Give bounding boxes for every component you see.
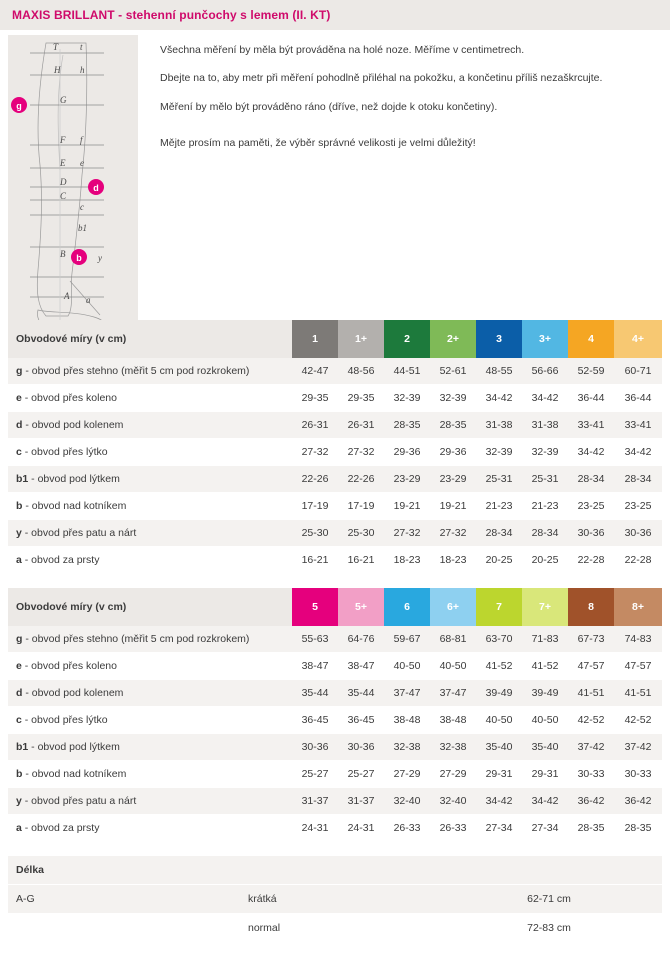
measurement-value: 30-36 (614, 520, 662, 547)
figure-label-T: T (53, 42, 59, 52)
measurement-value: 25-30 (292, 520, 338, 547)
table2-header-row (8, 588, 662, 626)
measurements-table-sizes-5-8 (8, 588, 662, 842)
measurement-value: 23-25 (568, 493, 614, 520)
measurement-value: 17-19 (338, 493, 384, 520)
measurement-value: 32-39 (384, 385, 430, 412)
table1-size-header-2: 2 (384, 320, 430, 358)
length-table-body (8, 856, 662, 943)
measurement-value: 33-41 (614, 412, 662, 439)
measurement-code: g (16, 633, 23, 645)
measurement-value: 47-57 (568, 653, 614, 680)
measurement-value: 37-42 (614, 734, 662, 761)
measurement-value: 30-36 (292, 734, 338, 761)
length-variant: normal (248, 914, 428, 943)
measurement-value: 28-35 (614, 815, 662, 842)
measurement-value: 52-61 (430, 358, 476, 385)
table2-body (8, 626, 662, 842)
measurement-value: 27-32 (292, 439, 338, 466)
table2-size-header-6plus: 6+ (430, 588, 476, 626)
measurement-code: d (16, 687, 23, 699)
measurement-value: 34-42 (522, 385, 568, 412)
measurement-code: a (16, 554, 22, 566)
measurement-value: 32-38 (384, 734, 430, 761)
table1-size-header-4: 4 (568, 320, 614, 358)
measurement-value: 48-56 (338, 358, 384, 385)
figure-label-e: e (80, 158, 84, 168)
measurement-value: 38-48 (430, 707, 476, 734)
table-row (8, 493, 662, 520)
measurement-value: 40-50 (430, 653, 476, 680)
measurement-value: 28-34 (476, 520, 522, 547)
measurement-value: 42-47 (292, 358, 338, 385)
table-gap-1 (0, 574, 670, 588)
measurement-value: 31-37 (338, 788, 384, 815)
table2-size-header-5: 5 (292, 588, 338, 626)
table-row (8, 520, 662, 547)
measurement-value: 20-25 (522, 547, 568, 574)
measurement-value: 37-47 (384, 680, 430, 707)
figure-marker-g (11, 97, 27, 113)
measurement-value: 55-63 (292, 626, 338, 653)
measurement-label: a - obvod za prsty (8, 815, 292, 842)
measurement-value: 18-23 (430, 547, 476, 574)
table-row (8, 788, 662, 815)
measurement-code: g (16, 365, 23, 377)
measurement-value: 24-31 (338, 815, 384, 842)
measurement-value: 27-29 (384, 761, 430, 788)
svg-text:b: b (76, 253, 82, 263)
svg-text:d: d (93, 183, 99, 193)
measurement-value: 40-50 (522, 707, 568, 734)
table1-size-header-3: 3 (476, 320, 522, 358)
measurement-value: 29-35 (292, 385, 338, 412)
measurement-value: 44-51 (384, 358, 430, 385)
figure-marker-b (71, 249, 87, 265)
measurement-value: 33-41 (568, 412, 614, 439)
measurement-value: 36-44 (614, 385, 662, 412)
table-row (8, 680, 662, 707)
measurement-value: 19-21 (384, 493, 430, 520)
measurement-value: 41-52 (476, 653, 522, 680)
table-row (8, 653, 662, 680)
measurement-value: 67-73 (568, 626, 614, 653)
measurement-value: 35-40 (522, 734, 568, 761)
figure-label-h: h (80, 65, 85, 75)
measurement-value: 39-49 (476, 680, 522, 707)
measurement-label: c - obvod přes lýtko (8, 707, 292, 734)
measurement-value: 23-25 (614, 493, 662, 520)
measurement-label: y - obvod přes patu a nárt (8, 520, 292, 547)
measurement-value: 29-36 (430, 439, 476, 466)
measurement-value: 22-26 (292, 466, 338, 493)
table1-header-row (8, 320, 662, 358)
measurement-value: 25-30 (338, 520, 384, 547)
measurement-code: y (16, 795, 22, 807)
measurement-value: 22-28 (614, 547, 662, 574)
measurement-value: 27-34 (522, 815, 568, 842)
measurement-label: b - obvod nad kotníkem (8, 493, 292, 520)
measurement-code: e (16, 660, 22, 672)
measurement-value: 41-52 (522, 653, 568, 680)
measurement-value: 29-35 (338, 385, 384, 412)
measurement-value: 52-59 (568, 358, 614, 385)
measurement-label: d - obvod pod kolenem (8, 412, 292, 439)
measurement-value: 30-36 (338, 734, 384, 761)
length-title: Délka (8, 856, 662, 885)
length-code (8, 914, 248, 943)
table-row (8, 707, 662, 734)
measurement-value: 26-33 (384, 815, 430, 842)
measurement-value: 34-42 (614, 439, 662, 466)
measurement-value: 21-23 (522, 493, 568, 520)
leg-diagram-svg (8, 35, 138, 320)
length-title-row (8, 856, 662, 885)
measurement-value: 31-38 (476, 412, 522, 439)
measurements-table-sizes-1-4 (8, 320, 662, 574)
measurement-value: 35-40 (476, 734, 522, 761)
measurement-value: 48-55 (476, 358, 522, 385)
measurement-value: 41-51 (614, 680, 662, 707)
figure-label-t: t (80, 42, 83, 52)
measurement-value: 26-33 (430, 815, 476, 842)
measurement-value: 31-37 (292, 788, 338, 815)
measurement-value: 27-32 (430, 520, 476, 547)
measurement-code: c (16, 446, 22, 458)
measurement-value: 59-67 (384, 626, 430, 653)
measurement-value: 32-39 (430, 385, 476, 412)
measurement-value: 28-35 (568, 815, 614, 842)
measurement-value: 28-35 (430, 412, 476, 439)
figure-label-E: E (60, 158, 66, 168)
instruction-line-3: Měření by mělo být prováděno ráno (dříve, než dojde k otoku končetiny). (160, 100, 498, 113)
figure-label-H: H (54, 65, 61, 75)
measurement-code: a (16, 822, 22, 834)
measurement-value: 19-21 (430, 493, 476, 520)
measurement-value: 23-29 (384, 466, 430, 493)
leg-measurement-diagram (8, 35, 138, 320)
measurement-value: 40-50 (476, 707, 522, 734)
measurement-value: 64-76 (338, 626, 384, 653)
measurement-value: 25-27 (292, 761, 338, 788)
measurement-value: 34-42 (568, 439, 614, 466)
measurement-value: 38-48 (384, 707, 430, 734)
table2-size-header-8plus: 8+ (614, 588, 662, 626)
measurement-label: b1 - obvod pod lýtkem (8, 734, 292, 761)
measurement-label: b - obvod nad kotníkem (8, 761, 292, 788)
table-row (8, 439, 662, 466)
table2-size-header-7: 7 (476, 588, 522, 626)
table-row (8, 412, 662, 439)
measurement-value: 42-52 (614, 707, 662, 734)
instruction-line-4: Mějte prosím na paměti, že výběr správné velikosti je velmi důležitý! (160, 136, 476, 149)
measurement-value: 37-42 (568, 734, 614, 761)
measurement-label: c - obvod přes lýtko (8, 439, 292, 466)
table1-size-header-2plus: 2+ (430, 320, 476, 358)
measurement-value: 32-40 (430, 788, 476, 815)
measurement-value: 30-33 (568, 761, 614, 788)
instruction-line-1: Všechna měření by měla být prováděna na holé noze. Měříme v centimetrech. (160, 44, 525, 56)
measurement-code: b1 (16, 473, 29, 485)
figure-label-A: A (64, 291, 70, 301)
measurement-value: 36-45 (338, 707, 384, 734)
measurement-value: 37-47 (430, 680, 476, 707)
table2-size-header-8: 8 (568, 588, 614, 626)
measurement-value: 27-34 (476, 815, 522, 842)
measurement-value: 17-19 (292, 493, 338, 520)
length-table (8, 856, 662, 943)
measurement-value: 35-44 (292, 680, 338, 707)
table-gap-2 (0, 842, 670, 856)
table1-size-header-3plus: 3+ (522, 320, 568, 358)
measurement-value: 42-52 (568, 707, 614, 734)
measurement-value: 16-21 (292, 547, 338, 574)
measurement-value: 39-49 (522, 680, 568, 707)
measurement-code: e (16, 392, 22, 404)
measurement-label: e - obvod přes koleno (8, 653, 292, 680)
measurement-value: 28-34 (522, 520, 568, 547)
measurement-value: 25-27 (338, 761, 384, 788)
table-row (8, 358, 662, 385)
measurement-value: 36-45 (292, 707, 338, 734)
measurement-value: 29-31 (522, 761, 568, 788)
measurement-value: 23-29 (430, 466, 476, 493)
measurement-value: 27-32 (384, 520, 430, 547)
measurement-label: g - obvod přes stehno (měřit 5 cm pod rozkrokem) (8, 358, 292, 385)
measurement-value: 30-33 (614, 761, 662, 788)
length-variant: krátká (248, 885, 428, 914)
length-value: 72-83 cm (428, 914, 662, 943)
svg-text:g: g (16, 101, 22, 111)
length-value: 62-71 cm (428, 885, 662, 914)
length-row (8, 914, 662, 943)
table-row (8, 626, 662, 653)
measurement-value: 34-42 (522, 788, 568, 815)
measurement-code: b (16, 768, 23, 780)
measurement-label: y - obvod přes patu a nárt (8, 788, 292, 815)
figure-label-b1: b1 (78, 223, 87, 233)
table-row (8, 734, 662, 761)
measurement-value: 38-47 (292, 653, 338, 680)
measurement-value: 32-40 (384, 788, 430, 815)
measurement-label: g - obvod přes stehno (měřit 5 cm pod rozkrokem) (8, 626, 292, 653)
length-row (8, 885, 662, 914)
measurement-value: 28-35 (384, 412, 430, 439)
measurement-value: 20-25 (476, 547, 522, 574)
measurement-value: 56-66 (522, 358, 568, 385)
measurement-value: 32-39 (476, 439, 522, 466)
table1-size-header-1: 1 (292, 320, 338, 358)
measurement-value: 22-28 (568, 547, 614, 574)
measurement-value: 16-21 (338, 547, 384, 574)
measurement-value: 28-34 (614, 466, 662, 493)
figure-label-D: D (60, 177, 67, 187)
table-row (8, 466, 662, 493)
instruction-line-2: Dbejte na to, aby metr při měření pohodlně přiléhal na pokožku, a končetinu příliš nezaškrcujte. (160, 72, 603, 85)
measurement-value: 31-38 (522, 412, 568, 439)
measurement-code: b1 (16, 741, 29, 753)
figure-marker-d (88, 179, 104, 195)
measurement-value: 38-47 (338, 653, 384, 680)
measurement-value: 29-36 (384, 439, 430, 466)
table-row (8, 385, 662, 412)
measurement-value: 34-42 (476, 385, 522, 412)
measurement-code: b (16, 500, 23, 512)
table2-size-header-6: 6 (384, 588, 430, 626)
measurement-value: 22-26 (338, 466, 384, 493)
measurement-value: 28-34 (568, 466, 614, 493)
table1-header-label: Obvodové míry (v cm) (8, 320, 292, 358)
table-row (8, 815, 662, 842)
measurement-value: 36-42 (568, 788, 614, 815)
measurement-value: 21-23 (476, 493, 522, 520)
table-row (8, 547, 662, 574)
measurement-code: d (16, 419, 23, 431)
measurement-label: a - obvod za prsty (8, 547, 292, 574)
measurement-value: 34-42 (476, 788, 522, 815)
figure-label-F: F (60, 135, 66, 145)
measurement-value: 74-83 (614, 626, 662, 653)
measurement-value: 24-31 (292, 815, 338, 842)
measurement-value: 68-81 (430, 626, 476, 653)
table2-header-label: Obvodové míry (v cm) (8, 588, 292, 626)
measurement-value: 26-31 (292, 412, 338, 439)
instructions-block (138, 30, 616, 163)
figure-label-f: f (80, 135, 83, 145)
measurement-value: 47-57 (614, 653, 662, 680)
measurement-value: 35-44 (338, 680, 384, 707)
measurement-label: e - obvod přes koleno (8, 385, 292, 412)
measurement-label: b1 - obvod pod lýtkem (8, 466, 292, 493)
measurement-value: 26-31 (338, 412, 384, 439)
measurement-value: 32-39 (522, 439, 568, 466)
measurement-value: 18-23 (384, 547, 430, 574)
measurement-value: 41-51 (568, 680, 614, 707)
measurement-value: 27-29 (430, 761, 476, 788)
measurement-value: 32-38 (430, 734, 476, 761)
table2-size-header-7plus: 7+ (522, 588, 568, 626)
figure-label-c: c (80, 202, 84, 212)
measurement-value: 30-36 (568, 520, 614, 547)
measurement-value: 29-31 (476, 761, 522, 788)
length-code: A-G (8, 885, 248, 914)
figure-label-G: G (60, 95, 67, 105)
figure-label-B: B (60, 249, 66, 259)
table1-body (8, 358, 662, 574)
table1-size-header-1plus: 1+ (338, 320, 384, 358)
measurement-value: 25-31 (522, 466, 568, 493)
measurement-value: 36-42 (614, 788, 662, 815)
measurement-value: 63-70 (476, 626, 522, 653)
figure-label-a: a (86, 295, 91, 305)
measurement-value: 71-83 (522, 626, 568, 653)
measurement-value: 40-50 (384, 653, 430, 680)
measurement-code: c (16, 714, 22, 726)
measurement-label: d - obvod pod kolenem (8, 680, 292, 707)
table1-size-header-4plus: 4+ (614, 320, 662, 358)
figure-label-y: y (98, 253, 102, 263)
measurement-value: 27-32 (338, 439, 384, 466)
table2-size-header-5plus: 5+ (338, 588, 384, 626)
measurement-value: 60-71 (614, 358, 662, 385)
table-row (8, 761, 662, 788)
top-section (0, 30, 670, 320)
measurement-value: 25-31 (476, 466, 522, 493)
figure-label-C: C (60, 191, 67, 201)
page-title: MAXIS BRILLANT - stehenní punčochy s lemem (II. KT) (0, 0, 670, 30)
measurement-code: y (16, 527, 22, 539)
measurement-value: 36-44 (568, 385, 614, 412)
